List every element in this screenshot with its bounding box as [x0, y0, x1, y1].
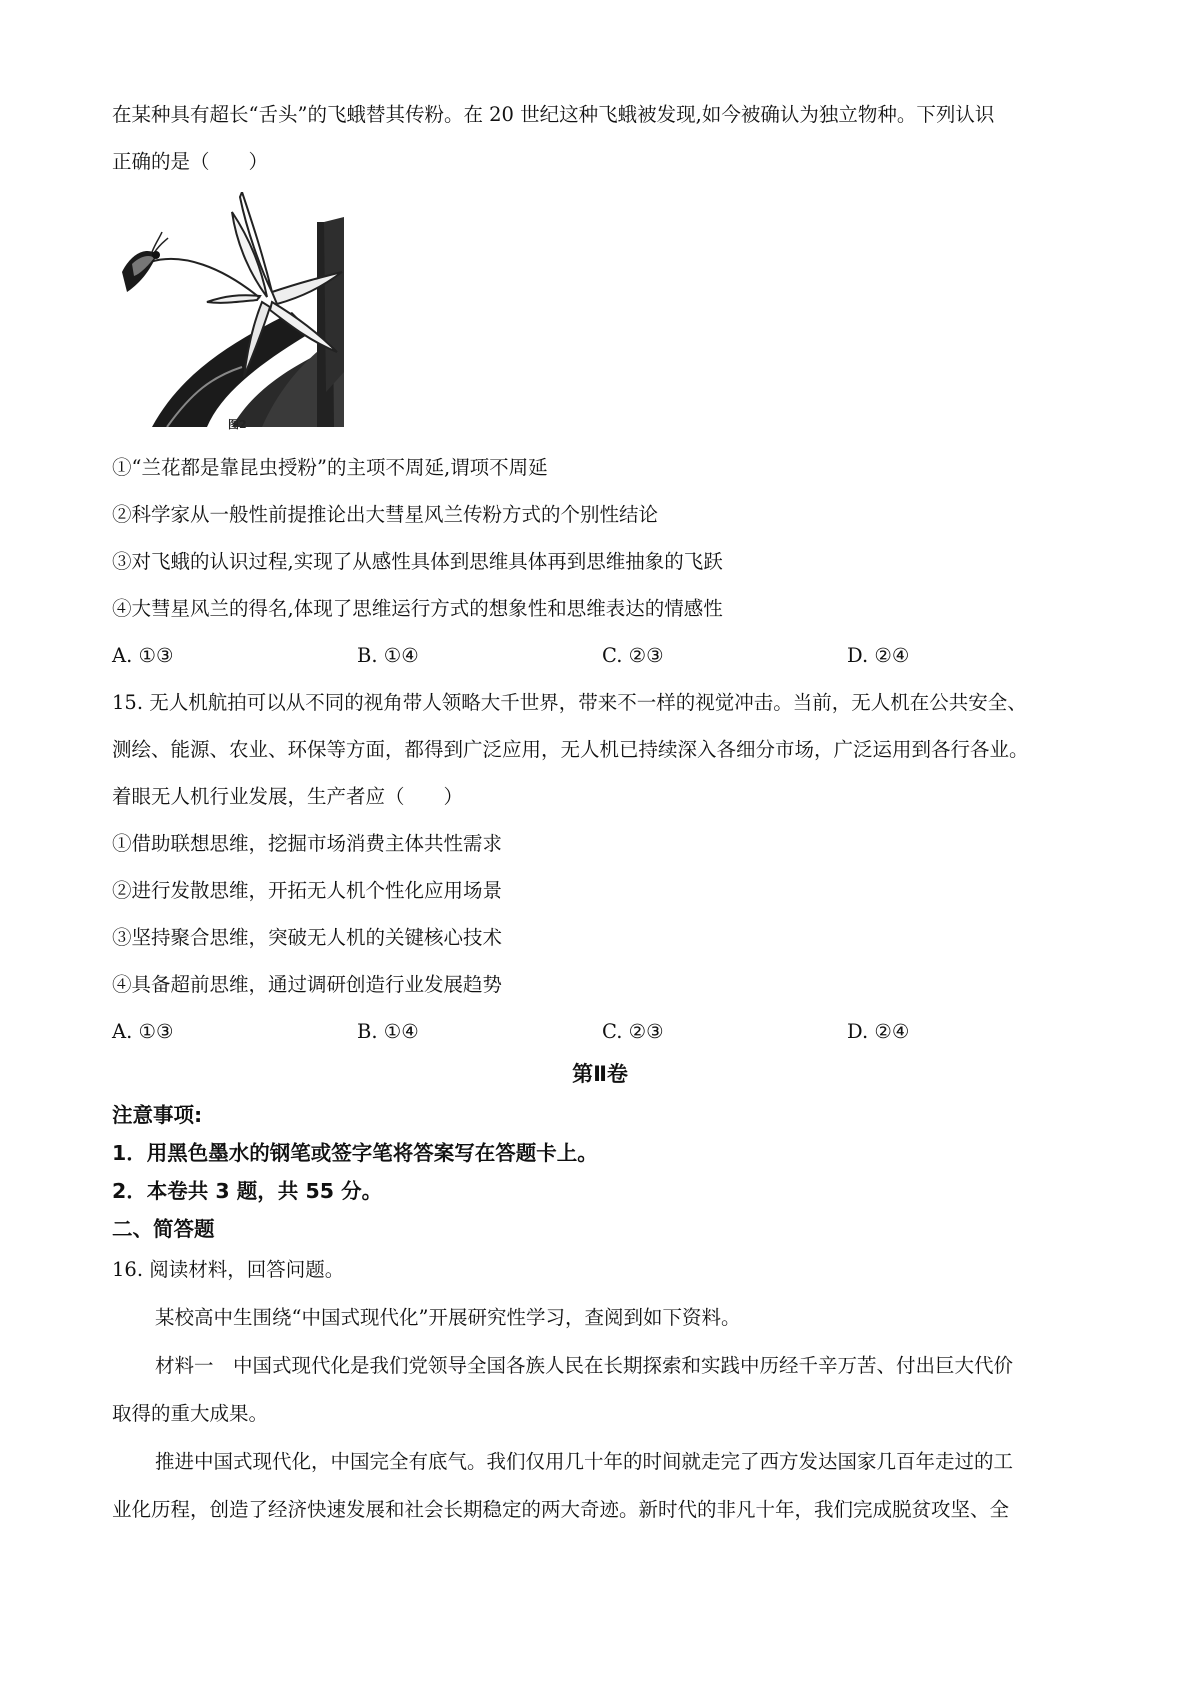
q14-option-c: C. ②③: [602, 644, 664, 667]
figure-caption: 图2: [228, 418, 247, 431]
q15-option-b: B. ①④: [357, 1020, 419, 1043]
q14-stem-line-1: 在某种具有超长“舌头”的飞蛾替其传粉。在 20 世纪这种飞蛾被发现,如今被确认为独立物种。下列认识: [112, 103, 995, 126]
q16-material1-line-2: 取得的重大成果。: [112, 1402, 269, 1425]
q14-item-4: ④大彗星风兰的得名,体现了思维运行方式的想象性和思维表达的情感性: [112, 597, 723, 620]
q14-option-b: B. ①④: [357, 644, 419, 667]
q14-option-a: A. ①③: [112, 644, 174, 667]
notice-item-2: 2．本卷共 3 题，共 55 分。: [112, 1179, 383, 1203]
part-heading: 二、简答题: [112, 1217, 215, 1241]
q15-stem-line-2: 测绘、能源、农业、环保等方面，都得到广泛应用，无人机已持续深入各细分市场，广泛运用到各行各业。: [112, 738, 1029, 761]
q14-item-2: ②科学家从一般性前提推论出大彗星风兰传粉方式的个别性结论: [112, 503, 659, 526]
notice-item-1: 1．用黑色墨水的钢笔或签字笔将答案写在答题卡上。: [112, 1141, 598, 1165]
q14-item-3: ③对飞蛾的认识过程,实现了从感性具体到思维具体再到思维抽象的飞跃: [112, 550, 723, 573]
q16-material1-line-1: 材料一 中国式现代化是我们党领导全国各族人民在长期探索和实践中历经千辛万苦、付出巨大代价: [155, 1354, 1014, 1377]
q14-option-d: D. ②④: [847, 644, 910, 667]
section-title: 第Ⅱ卷: [572, 1062, 628, 1086]
q15-option-a: A. ①③: [112, 1020, 174, 1043]
q16-para2-line-1: 推进中国式现代化，中国完全有底气。我们仅用几十年的时间就走完了西方发达国家几百年走过的工: [155, 1450, 1014, 1473]
q16-intro: 某校高中生围绕“中国式现代化”开展研究性学习，查阅到如下资料。: [155, 1306, 741, 1329]
q15-stem-line-1: 15. 无人机航拍可以从不同的视角带人领略大千世界，带来不一样的视觉冲击。当前，无人机在公共安全、: [112, 691, 1027, 714]
q16-para2-line-2: 业化历程，创造了经济快速发展和社会长期稳定的两大奇迹。新时代的非凡十年，我们完成脱贫攻坚、全: [112, 1498, 1010, 1521]
q15-stem-line-3: 着眼无人机行业发展，生产者应（ ）: [112, 785, 464, 808]
q15-item-1: ①借助联想思维，挖掘市场消费主体共性需求: [112, 832, 503, 855]
q14-stem-line-2: 正确的是（ ）: [112, 150, 269, 173]
q14-item-1: ①“兰花都是靠昆虫授粉”的主项不周延,谓项不周延: [112, 456, 548, 479]
orchid-moth-illustration: [112, 192, 344, 427]
q15-item-3: ③坚持聚合思维，突破无人机的关键核心技术: [112, 926, 503, 949]
notice-heading: 注意事项:: [112, 1103, 203, 1127]
q15-option-d: D. ②④: [847, 1020, 910, 1043]
orchid-moth-figure: [112, 192, 344, 427]
q15-option-c: C. ②③: [602, 1020, 664, 1043]
q15-item-2: ②进行发散思维，开拓无人机个性化应用场景: [112, 879, 503, 902]
q16-stem: 16. 阅读材料，回答问题。: [112, 1258, 345, 1281]
q15-item-4: ④具备超前思维，通过调研创造行业发展趋势: [112, 973, 503, 996]
